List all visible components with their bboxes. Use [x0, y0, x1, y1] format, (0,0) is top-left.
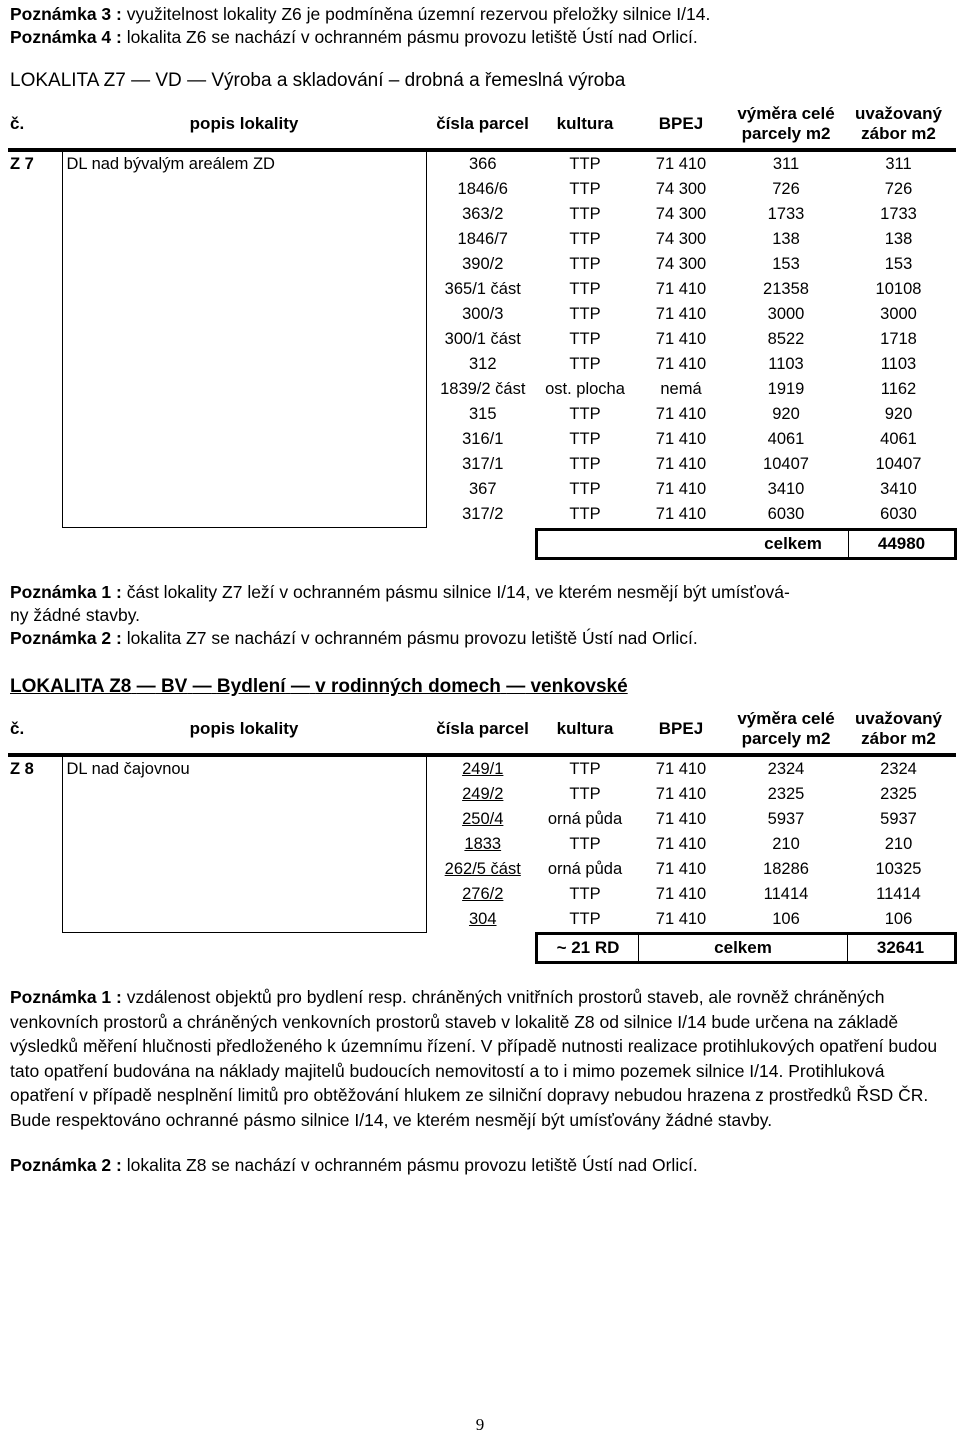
area: 10407	[763, 455, 809, 473]
col-header-parcels: čísla parcel	[426, 100, 539, 150]
location-id	[8, 807, 62, 832]
location-description	[62, 477, 426, 502]
col-header-parcels: čísla parcel	[426, 705, 539, 755]
z7-total-value: 44980	[877, 534, 926, 553]
take: 10325	[875, 860, 922, 878]
col-header-take: uvažovaný zábor m2	[841, 705, 956, 755]
culture: TTP	[569, 305, 601, 323]
location-description	[62, 452, 426, 477]
bpej: nemá	[660, 380, 702, 398]
z8-total-value: 32641	[876, 938, 925, 957]
take: 1162	[880, 380, 917, 398]
bpej: 71 410	[655, 305, 707, 323]
table-row	[8, 252, 956, 277]
z7-note-1b: ny žádné stavby.	[10, 605, 141, 625]
z8-total-label: celkem	[714, 938, 772, 957]
bpej: 71 410	[655, 860, 707, 878]
col-header-no: č.	[8, 100, 62, 150]
table-row	[8, 352, 956, 377]
bpej: 71 410	[655, 280, 707, 298]
area: 6030	[767, 505, 805, 524]
table-row	[8, 907, 956, 933]
bpej: 71 410	[655, 910, 707, 929]
location-id	[8, 302, 62, 327]
take: 10407	[875, 455, 922, 473]
location-id	[8, 477, 62, 502]
location-description	[62, 907, 426, 933]
bpej: 71 410	[655, 405, 707, 423]
location-id	[8, 832, 62, 857]
location-description	[62, 857, 426, 882]
location-id	[8, 277, 62, 302]
location-id	[8, 782, 62, 807]
col-header-area: výměra celé parcely m2	[731, 705, 841, 755]
z7-table	[8, 100, 956, 528]
bpej: 71 410	[655, 785, 707, 803]
bpej: 71 410	[655, 505, 707, 524]
parcel-number: 300/1 část	[444, 330, 521, 348]
area: 11414	[763, 885, 809, 903]
parcel-number: 317/2	[462, 505, 504, 524]
location-description	[62, 277, 426, 302]
take: 1733	[880, 205, 917, 223]
note-4: Poznámka 4 : lokalita Z6 se nachází v ochranném pásmu provozu letiště Ústí nad Orlicí.	[10, 27, 698, 47]
area: 920	[772, 405, 800, 423]
table-row	[8, 377, 956, 402]
location-id: Z 8	[10, 760, 34, 778]
bpej: 71 410	[655, 480, 707, 498]
location-description	[62, 327, 426, 352]
parcel-number: 315	[468, 405, 497, 423]
take: 726	[884, 180, 913, 198]
area: 726	[772, 180, 800, 198]
z8-heading: LOKALITA Z8 — BV — Bydlení — v rodinných domech — venkovské	[10, 676, 628, 697]
z7-note-1a: Poznámka 1 : část lokality Z7 leží v ochranném pásmu silnice I/14, ve kterém nesmějí být umísťová-	[10, 582, 790, 602]
take: 2324	[880, 760, 917, 778]
parcel-number: 1839/2 část	[440, 380, 526, 398]
area: 153	[772, 255, 800, 273]
culture: TTP	[569, 230, 601, 248]
location-description	[62, 402, 426, 427]
parcel-number: 300/3	[462, 305, 504, 323]
table-row	[8, 427, 956, 452]
parcel-number: 367	[468, 480, 497, 498]
culture: TTP	[569, 505, 601, 524]
location-id	[8, 252, 62, 277]
bpej: 71 410	[655, 885, 707, 903]
location-description	[62, 352, 426, 377]
col-header-desc: popis lokality	[62, 705, 426, 755]
parcel-number: 250/4	[462, 810, 504, 828]
area: 311	[772, 155, 800, 173]
culture: TTP	[569, 455, 601, 473]
location-description: DL nad bývalým areálem ZD	[62, 150, 426, 177]
take: 3410	[880, 480, 917, 498]
col-header-culture: kultura	[539, 100, 631, 150]
bpej: 71 410	[655, 430, 707, 448]
location-description	[62, 427, 426, 452]
take: 3000	[880, 305, 917, 323]
culture: TTP	[569, 255, 601, 273]
table-row	[8, 857, 956, 882]
culture: orná půda	[547, 860, 623, 878]
culture: TTP	[569, 355, 601, 373]
location-id	[8, 427, 62, 452]
location-id	[8, 502, 62, 528]
bpej: 74 300	[655, 230, 707, 248]
bpej: 71 410	[655, 155, 707, 173]
table-row	[8, 327, 956, 352]
location-id	[8, 202, 62, 227]
culture: TTP	[569, 430, 601, 448]
area: 8522	[767, 330, 805, 348]
area: 210	[772, 835, 800, 853]
table-row	[8, 832, 956, 857]
col-header-desc: popis lokality	[62, 100, 426, 150]
culture: TTP	[569, 180, 601, 198]
take: 138	[884, 230, 913, 248]
culture: TTP	[569, 155, 601, 173]
area: 1733	[767, 205, 805, 223]
area: 21358	[763, 280, 809, 298]
z8-table	[8, 705, 956, 933]
parcel-number: 366	[468, 155, 497, 173]
culture: TTP	[569, 205, 601, 223]
location-id	[8, 352, 62, 377]
culture: orná půda	[547, 810, 623, 828]
bpej: 74 300	[655, 255, 707, 273]
culture: TTP	[569, 910, 601, 929]
col-header-take: uvažovaný zábor m2	[841, 100, 956, 150]
take: 311	[885, 155, 912, 173]
take: 11414	[876, 885, 921, 903]
area: 4061	[767, 430, 805, 448]
bpej: 74 300	[655, 205, 707, 223]
location-description	[62, 202, 426, 227]
bpej: 71 410	[655, 330, 707, 348]
location-id	[8, 377, 62, 402]
table-row	[8, 150, 956, 177]
parcel-number: 390/2	[462, 255, 504, 273]
location-id	[8, 882, 62, 907]
area: 1919	[767, 380, 805, 398]
take: 10108	[875, 280, 922, 298]
parcel-number: 249/1	[462, 760, 504, 778]
location-description	[62, 502, 426, 528]
take: 920	[884, 405, 913, 423]
area: 106	[772, 910, 800, 929]
table-row	[8, 277, 956, 302]
z8-rd-label: ~ 21 RD	[556, 938, 620, 957]
table-row	[8, 402, 956, 427]
table-row	[8, 502, 956, 528]
table-header-row	[8, 100, 956, 150]
table-row	[8, 882, 956, 907]
table-row	[8, 302, 956, 327]
parcel-number: 1846/6	[457, 180, 508, 198]
parcel-number: 1833	[464, 835, 502, 853]
bpej: 74 300	[655, 180, 707, 198]
location-id	[8, 227, 62, 252]
note-3: Poznámka 3 : využitelnost lokality Z6 je podmíněna územní rezervou přeložky silnice I/14.	[10, 4, 711, 24]
area: 2324	[767, 760, 805, 778]
col-header-culture: kultura	[539, 705, 631, 755]
col-header-bpej: BPEJ	[631, 705, 731, 755]
take: 5937	[880, 810, 917, 828]
parcel-number: 312	[468, 355, 497, 373]
culture: TTP	[569, 785, 601, 803]
culture: ost. plocha	[545, 380, 625, 398]
table-row	[8, 755, 956, 782]
culture: TTP	[569, 405, 601, 423]
z8-note-2: Poznámka 2 : lokalita Z8 se nachází v ochranném pásmu provozu letiště Ústí nad Orlicí.	[10, 1155, 698, 1175]
take: 106	[884, 910, 913, 929]
area: 3410	[767, 480, 805, 498]
location-description	[62, 227, 426, 252]
z7-heading: LOKALITA Z7 — VD — Výroba a skladování – drobná a řemeslná výroba	[10, 70, 626, 91]
parcel-number: 365/1 část	[444, 280, 521, 298]
z8-total-box	[535, 932, 957, 964]
take: 1103	[880, 355, 917, 373]
table-row	[8, 452, 956, 477]
area: 5937	[767, 810, 805, 828]
location-description	[62, 832, 426, 857]
area: 2325	[767, 785, 805, 803]
location-id	[8, 452, 62, 477]
table-row	[8, 202, 956, 227]
area: 3000	[767, 305, 805, 323]
z7-total-box	[535, 528, 957, 560]
parcel-number: 262/5 část	[444, 860, 521, 878]
location-description: DL nad čajovnou	[62, 755, 426, 782]
culture: TTP	[569, 480, 601, 498]
location-description	[62, 377, 426, 402]
col-header-bpej: BPEJ	[631, 100, 731, 150]
location-description	[62, 807, 426, 832]
location-description	[62, 177, 426, 202]
z7-note-2: Poznámka 2 : lokalita Z7 se nachází v ochranném pásmu provozu letiště Ústí nad Orlicí.	[10, 628, 698, 648]
bpej: 71 410	[655, 355, 707, 373]
bpej: 71 410	[655, 760, 707, 778]
location-id	[8, 907, 62, 933]
col-header-no: č.	[8, 705, 62, 755]
parcel-number: 276/2	[462, 885, 504, 903]
table-header-row	[8, 705, 956, 755]
take: 210	[884, 835, 913, 853]
table-row	[8, 177, 956, 202]
location-id	[8, 857, 62, 882]
col-header-area: výměra celé parcely m2	[731, 100, 841, 150]
parcel-number: 304	[468, 910, 497, 929]
z7-total-label: celkem	[764, 534, 822, 553]
location-description	[62, 252, 426, 277]
bpej: 71 410	[655, 835, 707, 853]
parcel-number: 249/2	[462, 785, 504, 803]
location-id	[8, 327, 62, 352]
table-row	[8, 782, 956, 807]
table-row	[8, 477, 956, 502]
take: 2325	[880, 785, 917, 803]
take: 4061	[880, 430, 917, 448]
location-description	[62, 882, 426, 907]
parcel-number: 316/1	[462, 430, 504, 448]
take: 6030	[880, 505, 917, 524]
take: 153	[884, 255, 913, 273]
location-id: Z 7	[10, 155, 34, 173]
location-id	[8, 177, 62, 202]
culture: TTP	[569, 330, 601, 348]
area: 138	[772, 230, 800, 248]
bpej: 71 410	[655, 455, 707, 473]
parcel-number: 317/1	[462, 455, 504, 473]
bpej: 71 410	[655, 810, 707, 828]
z8-note-1: Poznámka 1 : vzdálenost objektů pro bydlení resp. chráněných vnitřních prostorů staveb, ale rovněž chráněných venkovních prostorů a chráněných venkovních prostorů staveb v lokalitě Z8 od silnice I/14 bude určena na základě výsledků měření hlučnosti předloženého k územnímu řízení. V případě nutnosti realizace protihlukových opatření budou tato opatření budována na náklady majitelů budoucích nemovitostí a to i mimo pozemek silnice I/14. Protihluková opatření v případě nesplnění limitů pro obtěžování hlukem ze silniční dopravy nebudou hrazena z prostředků ŘSD ČR. Bude respektováno ochranné pásmo silnice I/14, ve kterém nesmějí být umísťovány žádné stavby.	[10, 987, 938, 1130]
table-row	[8, 227, 956, 252]
culture: TTP	[569, 885, 601, 903]
parcel-number: 363/2	[462, 205, 504, 223]
parcel-number: 1846/7	[457, 230, 508, 248]
location-description	[62, 302, 426, 327]
area: 18286	[763, 860, 809, 878]
culture: TTP	[569, 280, 601, 298]
take: 1718	[880, 330, 917, 348]
culture: TTP	[569, 835, 601, 853]
page-number: 9	[475, 1415, 485, 1434]
culture: TTP	[569, 760, 601, 778]
table-row	[8, 807, 956, 832]
location-id	[8, 402, 62, 427]
location-description	[62, 782, 426, 807]
area: 1103	[768, 355, 804, 373]
